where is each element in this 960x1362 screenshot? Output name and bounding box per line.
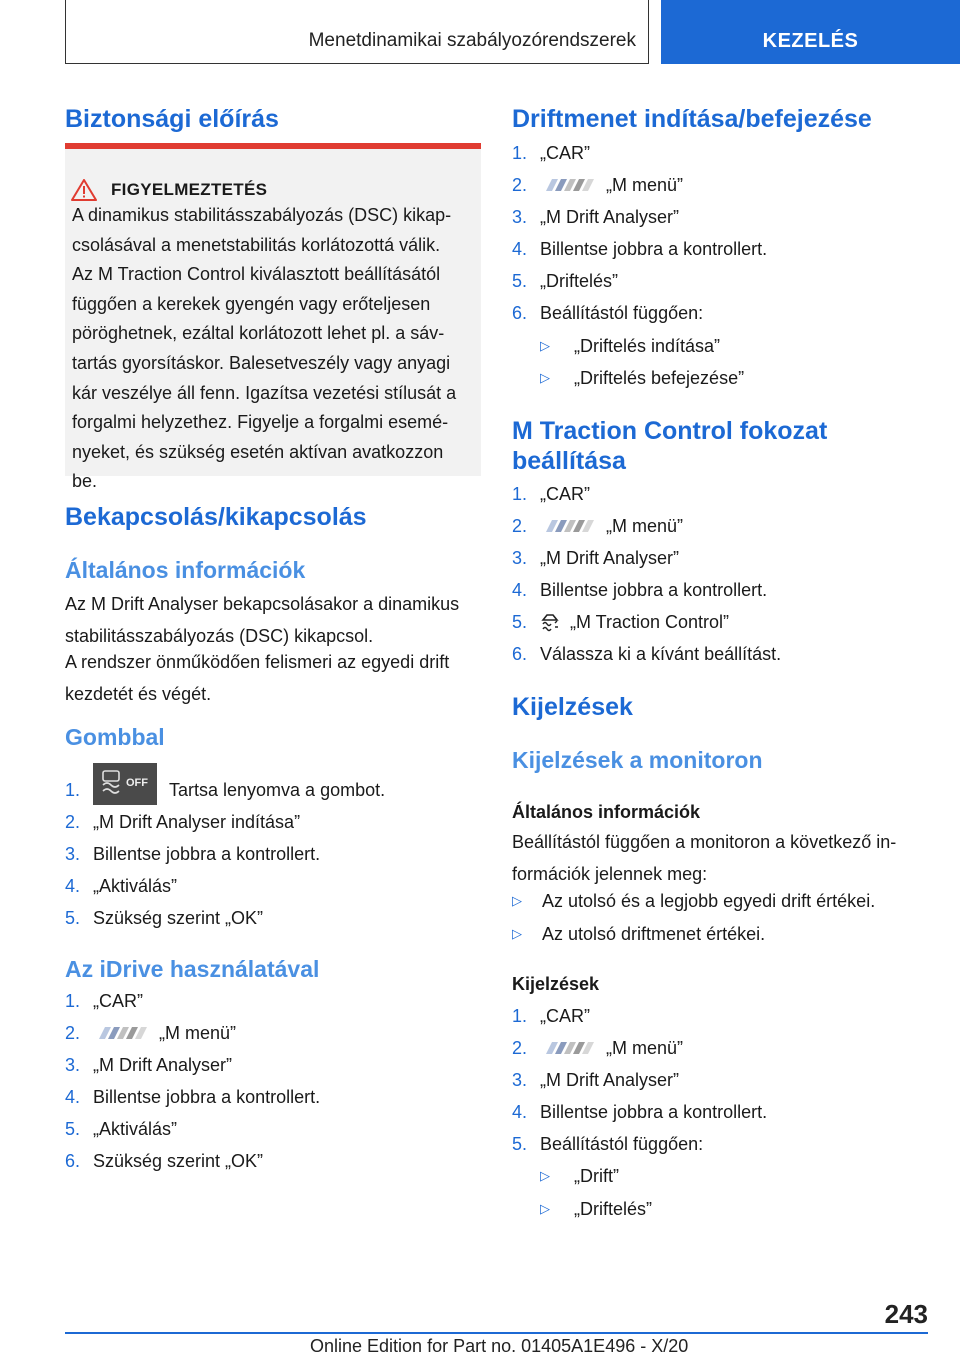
sub-list-item bbox=[540, 1193, 652, 1225]
triangle-bullet-icon: ▷ bbox=[512, 926, 522, 941]
section-tab[interactable] bbox=[661, 0, 960, 64]
step-number: 3. bbox=[512, 206, 528, 227]
step-number: 2. bbox=[512, 515, 528, 536]
warning-line: függően a kerekek gyengén vagy erőteljesen bbox=[72, 293, 431, 314]
step-number: 6. bbox=[512, 643, 528, 664]
warning-line: forgalmi helyzethez. Figyelje a forgalmi esemé‐ bbox=[72, 412, 449, 433]
gen-info-subheading: Általános információk bbox=[512, 802, 701, 822]
list-item bbox=[65, 838, 320, 870]
page-number: 243 bbox=[884, 1299, 928, 1329]
step-number: 5. bbox=[65, 1118, 81, 1139]
sub-item-text: „Driftelés” bbox=[574, 1198, 653, 1219]
list-item bbox=[512, 638, 781, 670]
sub-list-item bbox=[540, 330, 720, 362]
step-number: 5. bbox=[512, 1133, 528, 1154]
list-item bbox=[512, 1128, 703, 1160]
step-number: 2. bbox=[512, 174, 528, 195]
list-item bbox=[512, 137, 590, 169]
warning-line: be. bbox=[72, 471, 98, 492]
list-item bbox=[512, 510, 683, 542]
warning-line: Az M Traction Control kiválasztott beállításától bbox=[72, 264, 441, 285]
chapter-title: Menetdinamikai szabályozórendszerek bbox=[308, 30, 636, 51]
list-item bbox=[512, 1000, 590, 1032]
list-item bbox=[65, 1049, 232, 1081]
general-info-heading: Általános információk bbox=[65, 557, 306, 583]
step-text: Válassza ki a kívánt beállítást. bbox=[540, 643, 782, 664]
step-text: „CAR” bbox=[540, 142, 590, 163]
step-text: „M Drift Analyser” bbox=[540, 206, 680, 227]
list-item bbox=[512, 201, 679, 233]
list-item bbox=[512, 574, 767, 606]
para-line: formációk jelennek meg: bbox=[512, 864, 708, 884]
step-number: 4. bbox=[512, 579, 528, 600]
list-item bbox=[512, 169, 683, 201]
bullet-text: Az utolsó és a legjobb egyedi drift értékei. bbox=[542, 890, 876, 911]
sub-item-text: „Drift” bbox=[574, 1165, 619, 1186]
step-number: 1. bbox=[65, 990, 81, 1011]
sub-item-text: „Driftelés befejezése” bbox=[574, 367, 745, 388]
triangle-bullet-icon: ▷ bbox=[512, 893, 522, 908]
step-text: Billentse jobbra a kontrollert. bbox=[540, 238, 768, 259]
step-text: „M Drift Analyser indítása” bbox=[93, 811, 301, 832]
step-text: Beállítástól függően: bbox=[540, 302, 704, 323]
step-number: 3. bbox=[512, 547, 528, 568]
step-text: Billentse jobbra a kontrollert. bbox=[540, 1101, 768, 1122]
list-item bbox=[512, 265, 618, 297]
step-number: 3. bbox=[512, 1069, 528, 1090]
step-number: 4. bbox=[512, 1101, 528, 1122]
step-text: „Driftelés” bbox=[540, 270, 619, 291]
list-item bbox=[512, 542, 679, 574]
step-text: Tartsa lenyomva a gombot. bbox=[169, 779, 386, 800]
m-stripes-icon bbox=[542, 1041, 594, 1055]
warning-line: kár veszélye áll fenn. Igazítsa vezetési stílusát a bbox=[72, 382, 457, 403]
warning-title: FIGYELMEZTETÉS bbox=[111, 180, 268, 199]
step-number: 4. bbox=[65, 875, 81, 896]
list-item bbox=[65, 870, 177, 902]
sub-list-item bbox=[540, 1160, 619, 1192]
warning-line: tartás gyorsításkor. Balesetveszély vagy anyagi bbox=[72, 352, 451, 373]
step-text: „M menü” bbox=[606, 515, 684, 536]
step-number: 4. bbox=[65, 1086, 81, 1107]
displays-heading: Kijelzések bbox=[512, 693, 633, 721]
list-item bbox=[512, 1032, 683, 1064]
step-number: 1. bbox=[65, 779, 81, 800]
m-stripes-icon bbox=[542, 178, 594, 192]
triangle-bullet-icon: ▷ bbox=[540, 1201, 550, 1216]
step-text: Billentse jobbra a kontrollert. bbox=[93, 843, 321, 864]
step-text: „Aktiválás” bbox=[93, 875, 178, 896]
step-number: 2. bbox=[65, 811, 81, 832]
triangle-bullet-icon: ▷ bbox=[540, 338, 550, 353]
step-text: „M menü” bbox=[606, 1037, 684, 1058]
list-item bbox=[512, 233, 767, 265]
warning-line: nyeket, és szükség esetén aktívan avatkozzon bbox=[72, 441, 444, 462]
step-text: „M menü” bbox=[159, 1022, 237, 1043]
warning-box bbox=[65, 143, 481, 492]
step-number: 4. bbox=[512, 238, 528, 259]
list-item bbox=[512, 297, 703, 329]
step-text: Billentse jobbra a kontrollert. bbox=[540, 579, 768, 600]
step-text: „M Drift Analyser” bbox=[93, 1054, 233, 1075]
bullet-text: Az utolsó driftmenet értékei. bbox=[542, 923, 766, 944]
step-text: „M menü” bbox=[606, 174, 684, 195]
kijelzesek-subheading: Kijelzések bbox=[512, 974, 600, 994]
warning-line: A dinamikus stabilitásszabályozás (DSC) kikap‐ bbox=[72, 205, 452, 225]
step-number: 1. bbox=[512, 142, 528, 163]
step-number: 3. bbox=[65, 1054, 81, 1075]
monitor-heading: Kijelzések a monitoron bbox=[512, 747, 763, 773]
svg-text:OFF: OFF bbox=[126, 777, 148, 789]
step-number: 1. bbox=[512, 483, 528, 504]
step-number: 6. bbox=[65, 1150, 81, 1171]
list-item bbox=[65, 806, 300, 838]
gen-info-paragraph bbox=[512, 826, 932, 890]
list-item bbox=[65, 902, 263, 934]
list-item bbox=[512, 918, 765, 950]
dsc-off-button-icon bbox=[93, 763, 157, 805]
sub-list-item bbox=[540, 362, 744, 394]
step-number: 2. bbox=[512, 1037, 528, 1058]
list-item bbox=[512, 1096, 767, 1128]
list-item bbox=[65, 1081, 320, 1113]
step-text: „M Drift Analyser” bbox=[540, 547, 680, 568]
warning-triangle-icon bbox=[71, 179, 97, 201]
list-item bbox=[65, 1017, 236, 1049]
step-text: „M Drift Analyser” bbox=[540, 1069, 680, 1090]
header-box bbox=[65, 0, 649, 64]
step-number: 5. bbox=[65, 907, 81, 928]
heading-line: beállítása bbox=[512, 447, 626, 475]
step-number: 6. bbox=[512, 302, 528, 323]
footer-rule bbox=[65, 1332, 928, 1334]
step-number: 5. bbox=[512, 270, 528, 291]
para-line: kezdetét és végét. bbox=[65, 684, 212, 704]
idrive-heading: Az iDrive használatával bbox=[65, 956, 320, 982]
para-line: Beállítástól függően a monitoron a következő in‐ bbox=[512, 832, 897, 852]
warning-header bbox=[71, 177, 267, 203]
step-text: „CAR” bbox=[540, 483, 590, 504]
step-text: „CAR” bbox=[540, 1005, 590, 1026]
drift-heading: Driftmenet indítása/befejezése bbox=[512, 105, 872, 133]
safety-heading: Biztonsági előírás bbox=[65, 105, 279, 133]
step-text: Szükség szerint „OK” bbox=[93, 1150, 264, 1171]
list-item bbox=[512, 1064, 679, 1096]
m-stripes-icon bbox=[95, 1026, 147, 1040]
para-line: Az M Drift Analyser bekapcsolásakor a dinamikus bbox=[65, 594, 460, 614]
heading-line: M Traction Control fokozat bbox=[512, 417, 828, 445]
footer-edition: Online Edition for Part no. 01405A1E496 - X/20 bbox=[310, 1336, 689, 1356]
para-line: stabilitásszabályozás (DSC) kikapcsol. bbox=[65, 626, 374, 646]
general-paragraph-1 bbox=[65, 588, 485, 652]
step-text: „M Traction Control” bbox=[570, 611, 730, 632]
section-tab-label: KEZELÉS bbox=[762, 30, 859, 52]
step-text: „Aktiválás” bbox=[93, 1118, 178, 1139]
list-item bbox=[512, 606, 729, 638]
list-item bbox=[65, 1145, 263, 1177]
onoff-heading: Bekapcsolás/kikapcsolás bbox=[65, 503, 367, 531]
list-item bbox=[512, 478, 590, 510]
m-stripes-icon bbox=[542, 519, 594, 533]
mtc-heading bbox=[512, 416, 827, 476]
triangle-bullet-icon: ▷ bbox=[540, 1168, 550, 1183]
para-line: A rendszer önműködően felismeri az egyedi drift bbox=[65, 652, 450, 672]
step-text: „CAR” bbox=[93, 990, 143, 1011]
step-number: 2. bbox=[65, 1022, 81, 1043]
button-heading: Gombbal bbox=[65, 724, 165, 750]
list-item bbox=[65, 1113, 177, 1145]
general-paragraph-2 bbox=[65, 646, 485, 710]
sub-item-text: „Driftelés indítása” bbox=[574, 335, 721, 356]
triangle-bullet-icon: ▷ bbox=[540, 370, 550, 385]
step-text: Szükség szerint „OK” bbox=[93, 907, 264, 928]
step-number: 1. bbox=[512, 1005, 528, 1026]
step-number: 3. bbox=[65, 843, 81, 864]
list-item bbox=[65, 774, 385, 806]
step-text: Beállítástól függően: bbox=[540, 1133, 704, 1154]
list-item bbox=[65, 985, 143, 1017]
step-number: 5. bbox=[512, 611, 528, 632]
list-item bbox=[512, 885, 875, 917]
warning-line: csolásával a menetstabilitás korlátozottá válik. bbox=[72, 234, 441, 255]
step-text: Billentse jobbra a kontrollert. bbox=[93, 1086, 321, 1107]
warning-line: pöröghetnek, ezáltal korlátozott lehet pl. a sáv‐ bbox=[72, 323, 445, 344]
warning-text bbox=[72, 201, 472, 497]
traction-control-icon bbox=[540, 611, 560, 633]
